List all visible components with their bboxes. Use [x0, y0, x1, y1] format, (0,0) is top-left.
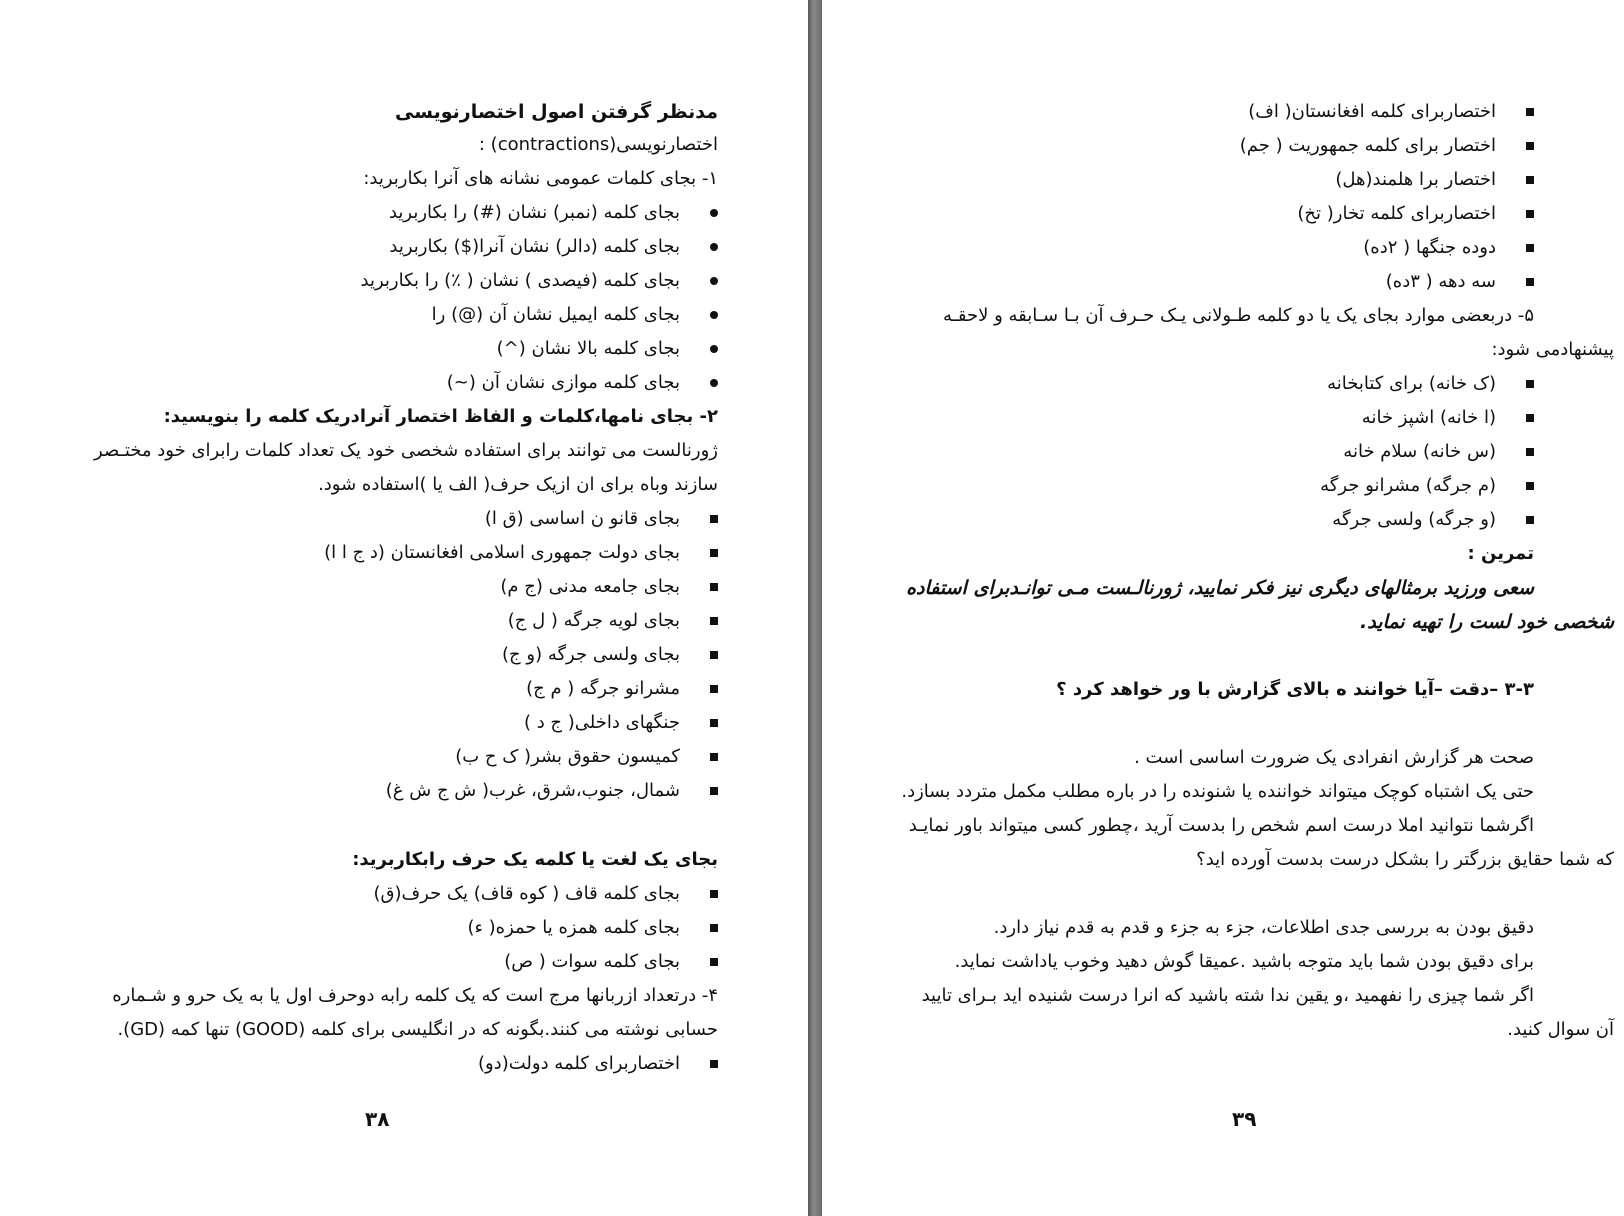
list-item: بجای کلمه بالا نشان (^): [497, 335, 718, 363]
bullet-icon: [1526, 244, 1534, 252]
bullet-icon: [1526, 516, 1534, 524]
paragraph-line: دقیق بودن به بررسی جدی اطلاعات، جزء به جزء و قدم به قدم نیاز دارد.: [993, 917, 1534, 938]
section-heading: ۳-۳ –دقت –آیا خوانند ه بالای گزارش با ور خواهد کرد ؟: [1056, 679, 1534, 700]
list-item: بجای دولت جمهوری اسلامی افغانستان (د ج ا ا): [324, 539, 718, 567]
bullet-icon: [710, 890, 718, 898]
list-item: (س خانه) سلام خانه: [1343, 438, 1534, 466]
right-page: [822, 0, 1624, 1216]
list-item: اختصاربرای کلمه افغانستان( اف): [1248, 98, 1534, 126]
exercise-text: سعی ورزید برمثالهای دیگری نیز فکر نمایید، ژورنالـست مـی توانـدبرای استفاده: [906, 577, 1534, 599]
rule-2-paragraph: سازند وباه برای ان ازیک حرف( الف یا )استفاده شود.: [318, 474, 718, 495]
list-item: (ک خانه) برای کتابخانه: [1327, 370, 1534, 398]
list-item: شمال، جنوب،شرق، غرب( ش ج ش غ): [386, 777, 718, 805]
paragraph-line: صحت هر گزارش انفرادی یک ضرورت اساسی است .: [1134, 747, 1534, 768]
bullet-icon: [1526, 278, 1534, 286]
list-item: اختصار برا هلمند(هل): [1335, 166, 1534, 194]
page-divider: [808, 0, 822, 1216]
bullet-icon: [1526, 210, 1534, 218]
list-item: بجای جامعه مدنی (ج م): [500, 573, 718, 601]
bullet-icon: [710, 787, 718, 795]
contractions-line: اختصارنویسی(contractions) :: [478, 134, 718, 155]
list-item: بجای کلمه سوات ( ص): [504, 948, 718, 976]
bullet-icon: [710, 1060, 718, 1068]
list-item: (و جرگه) ولسی جرگه: [1332, 506, 1534, 534]
bullet-icon: [710, 958, 718, 966]
bullet-icon: [710, 719, 718, 727]
list-item: بجای کلمه (نمبر) نشان (#) را بکاربرید: [389, 199, 718, 227]
paragraph-line: اگر شما چیزی را نفهمید ،و یقین ندا شته باشید که انرا درست شنیده اید بـرای تایید: [921, 985, 1534, 1006]
paragraph-line: آن سوال کنید.: [1507, 1019, 1614, 1040]
list-item: بجای قانو ن اساسی (ق ا): [485, 505, 718, 533]
exercise-text: شخصی خود لست را تهیه نماید.: [1360, 611, 1614, 633]
page-number: ۳۹: [1232, 1107, 1257, 1131]
bullet-icon: [710, 345, 718, 353]
bullet-icon: [710, 379, 718, 387]
rule-1: ۱- بجای کلمات عمومی نشانه های آنرا بکاربرید:: [363, 168, 718, 189]
list-item: بجای کلمه قاف ( کوه قاف) یک حرف(ق): [373, 880, 718, 908]
list-item: بجای کلمه همزه یا حمزه( ء): [467, 914, 718, 942]
list-item: (ا خانه) اشپز خانه: [1362, 404, 1534, 432]
list-item: جنگهای داخلی( ج د ): [524, 709, 718, 737]
list-item: بجای ولسی جرگه (و ج): [502, 641, 718, 669]
list-item: بجای کلمه (دالر) نشان آنرا($) بکاربرید: [389, 233, 718, 261]
list-item: اختصار برای کلمه جمهوریت ( جم): [1240, 132, 1534, 160]
bullet-icon: [710, 924, 718, 932]
bullet-icon: [710, 583, 718, 591]
list-item: بجای کلمه ایمیل نشان آن (@) را: [432, 301, 718, 329]
bullet-icon: [1526, 176, 1534, 184]
paragraph-line: اگرشما نتوانید املا درست اسم شخص را بدست آرید ،چطور کسی میتواند باور نمایـد: [908, 815, 1534, 836]
bullet-icon: [1526, 482, 1534, 490]
left-page: [0, 0, 808, 1216]
list-item: کمیسون حقوق بشر( ک ح ب): [455, 743, 718, 771]
bullet-icon: [1526, 108, 1534, 116]
page-number: ۳۸: [365, 1107, 390, 1131]
bullet-icon: [710, 617, 718, 625]
list-item: اختصاربرای کلمه تخار( تخ): [1297, 200, 1534, 228]
rule-4: حسابی نوشته می کنند.بگونه که در انگلیسی برای کلمه (GOOD) تنها کمه (GD).: [117, 1019, 718, 1040]
paragraph-line: برای دقیق بودن شما باید متوجه باشید .عمیقا گوش دهید وخوب یاداشت نماید.: [954, 951, 1534, 972]
list-item: (م جرگه) مشرانو جرگه: [1320, 472, 1534, 500]
rule-5: ۵- دربعضی موارد بجای یک یا دو کلمه طـولانی یـک حـرف آن بـا سـابقه و لاحقـه: [942, 305, 1534, 326]
bullet-icon: [710, 243, 718, 251]
bullet-icon: [710, 515, 718, 523]
rule-5: پیشنهادمی شود:: [1491, 339, 1614, 360]
paragraph-line: که شما حقایق بزرگتر را بشکل درست بدست آورده اید؟: [1196, 849, 1614, 870]
list-item: سه دهه ( ۳ده): [1386, 268, 1534, 296]
rule-4: ۴- درتعداد ازربانها مرج است که یک کلمه رابه دوحرف اول یا به یک حرو و شـماره: [112, 985, 718, 1006]
bullet-icon: [1526, 414, 1534, 422]
bullet-icon: [1526, 380, 1534, 388]
bullet-icon: [710, 549, 718, 557]
bullet-icon: [710, 685, 718, 693]
list-item: دوده جنگها ( ۲ده): [1363, 234, 1534, 262]
bullet-icon: [710, 209, 718, 217]
list-item: بجای لویه جرگه ( ل ج): [508, 607, 718, 635]
section-heading: مدنظر گرفتن اصول اختصارنویسی: [395, 101, 718, 123]
bullet-icon: [710, 311, 718, 319]
bullet-icon: [1526, 142, 1534, 150]
list-item: بجای کلمه موازی نشان آن (~): [447, 369, 718, 397]
bullet-icon: [710, 753, 718, 761]
list-item: بجای کلمه (فیصدی ) نشان ( ٪) را بکاربرید: [361, 267, 719, 295]
rule-3-heading: بجای یک لغت یا کلمه یک حرف رابکاربرید:: [352, 849, 718, 870]
exercise-label: تمرین :: [1467, 543, 1534, 564]
rule-2-paragraph: ژورنالست می توانند برای استفاده شخصی خود یک تعداد کلمات رابرای خود مختـصر: [94, 440, 718, 461]
list-item: مشرانو جرگه ( م ج): [526, 675, 718, 703]
paragraph-line: حتی یک اشتباه کوچک میتواند خواننده یا شنونده را در باره مطلب مکمل متردد بسازد.: [901, 781, 1534, 802]
bullet-icon: [710, 651, 718, 659]
bullet-icon: [1526, 448, 1534, 456]
bullet-icon: [710, 277, 718, 285]
rule-2-heading: ۲- بجای نامها،کلمات و الفاظ اختصار آنرادریک کلمه را بنویسید:: [163, 406, 718, 427]
list-item: اختصاربرای کلمه دولت(دو): [478, 1050, 718, 1078]
